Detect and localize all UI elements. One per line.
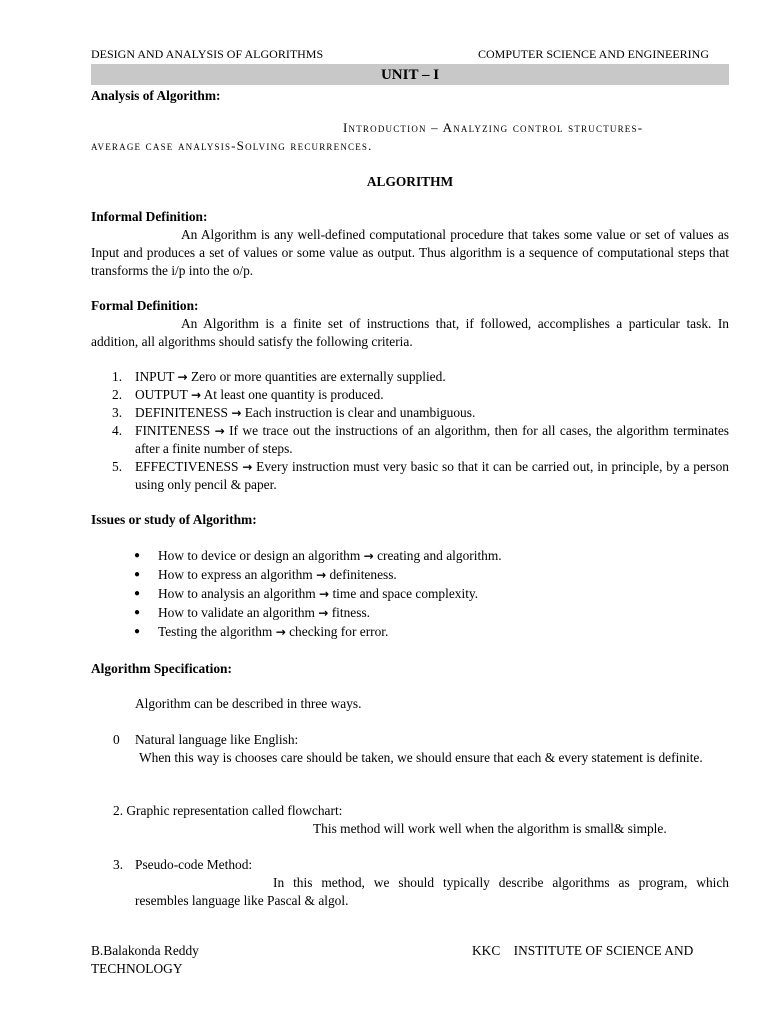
bullet-icon: ● bbox=[134, 569, 141, 580]
bullet-icon: ● bbox=[134, 550, 141, 561]
arrow-icon: → bbox=[231, 406, 242, 420]
issue-item: ● How to device or design an algorithm → creating and algorithm. bbox=[134, 548, 502, 563]
criteria-item-effectiveness bbox=[91, 458, 729, 494]
criteria-desc: Every instruction must very basic so that it can be carried out, in principle, by a person using only pencil & paper. bbox=[135, 459, 729, 492]
arrow-icon: → bbox=[319, 587, 330, 601]
criteria-desc: If we trace out the instructions of an algorithm, then for all cases, the algorithm terminates after a finite number of steps. bbox=[135, 423, 729, 456]
way3-title: Pseudo-code Method: bbox=[135, 857, 253, 872]
issue-item: ● How to validate an algorithm → fitness. bbox=[134, 605, 370, 620]
criteria-term: INPUT bbox=[135, 369, 178, 384]
way1-text: When this way is chooses care should be taken, we should ensure that each & every statement is definite. bbox=[139, 750, 703, 765]
issue-item: ● How to analysis an algorithm → time and space complexity. bbox=[134, 586, 479, 601]
criteria-item-finiteness bbox=[91, 422, 729, 458]
criteria-item-input bbox=[91, 368, 729, 386]
footer-institute: KKC INSTITUTE OF SCIENCE AND bbox=[472, 943, 694, 958]
arrow-icon: → bbox=[242, 460, 253, 474]
arrow-icon: → bbox=[363, 549, 374, 563]
criteria-item-definiteness bbox=[91, 404, 729, 422]
footer-institute-line2: TECHNOLOGY bbox=[91, 961, 183, 976]
formal-text: An Algorithm is a finite set of instructions that, if followed, accomplishes a particular task. In addition, all algorithms should satisfy the following criteria. bbox=[91, 316, 729, 349]
informal-heading: Informal Definition: bbox=[91, 209, 208, 224]
topics-line-1: Introduction – Analyzing control structures- bbox=[343, 120, 644, 135]
topics-line-2: average case analysis-Solving recurrences. bbox=[91, 138, 373, 153]
issues-list bbox=[134, 547, 729, 642]
arrow-icon: → bbox=[177, 370, 188, 384]
header-left: DESIGN AND ANALYSIS OF ALGORITHMS bbox=[91, 47, 324, 61]
spec-heading: Algorithm Specification: bbox=[91, 661, 232, 676]
criteria-num: 3. bbox=[112, 405, 123, 420]
formal-heading: Formal Definition: bbox=[91, 298, 199, 313]
criteria-term: DEFINITENESS bbox=[135, 405, 232, 420]
way1-title: Natural language like English: bbox=[135, 732, 299, 747]
way1-num: 0 bbox=[113, 732, 120, 747]
way2-title: 2. Graphic representation called flowchart: bbox=[113, 803, 343, 818]
criteria-item-output bbox=[91, 386, 729, 404]
criteria-desc: Zero or more quantities are externally supplied. bbox=[187, 369, 446, 384]
way2-text: This method will work well when the algorithm is small& simple. bbox=[313, 821, 667, 836]
arrow-icon: → bbox=[318, 606, 329, 620]
criteria-list bbox=[91, 368, 729, 494]
bullet-icon: ● bbox=[134, 588, 141, 599]
arrow-icon: → bbox=[316, 568, 327, 582]
unit-title: UNIT – I bbox=[380, 67, 440, 83]
criteria-desc: Each instruction is clear and unambiguous. bbox=[241, 405, 476, 420]
footer-author: B.Balakonda Reddy bbox=[91, 943, 199, 958]
issues-heading: Issues or study of Algorithm: bbox=[91, 512, 257, 527]
way3-num: 3. bbox=[113, 857, 124, 872]
arrow-icon: → bbox=[190, 388, 201, 402]
bullet-icon: ● bbox=[134, 626, 141, 637]
issue-item: ● How to express an algorithm → definiteness. bbox=[134, 567, 397, 582]
bullet-icon: ● bbox=[134, 607, 141, 618]
analysis-heading: Analysis of Algorithm: bbox=[91, 88, 221, 103]
section-title: ALGORITHM bbox=[366, 174, 454, 189]
criteria-term: EFFECTIVENESS bbox=[135, 459, 243, 474]
way3-text: In this method, we should typically describe algorithms as program, which resembles language like Pascal & algol. bbox=[135, 875, 729, 908]
criteria-desc: At least one quantity is produced. bbox=[201, 387, 384, 402]
issue-item: ● Testing the algorithm → checking for error. bbox=[134, 624, 389, 639]
arrow-icon: → bbox=[214, 424, 225, 438]
criteria-num: 5. bbox=[112, 459, 123, 474]
arrow-icon: → bbox=[275, 625, 286, 639]
spec-intro: Algorithm can be described in three ways. bbox=[135, 696, 362, 711]
informal-text: An Algorithm is any well-defined computational procedure that takes some value or set of values as Input and produces a set of values or some value as output. Thus algorithm is a sequence of computational steps that transforms the i/p into the o/p. bbox=[91, 227, 729, 278]
criteria-num: 2. bbox=[112, 387, 123, 402]
header-right: COMPUTER SCIENCE AND ENGINEERING bbox=[478, 47, 709, 61]
criteria-term: OUTPUT bbox=[135, 387, 191, 402]
criteria-num: 1. bbox=[112, 369, 123, 384]
criteria-term: FINITENESS bbox=[135, 423, 215, 438]
criteria-num: 4. bbox=[112, 423, 123, 438]
